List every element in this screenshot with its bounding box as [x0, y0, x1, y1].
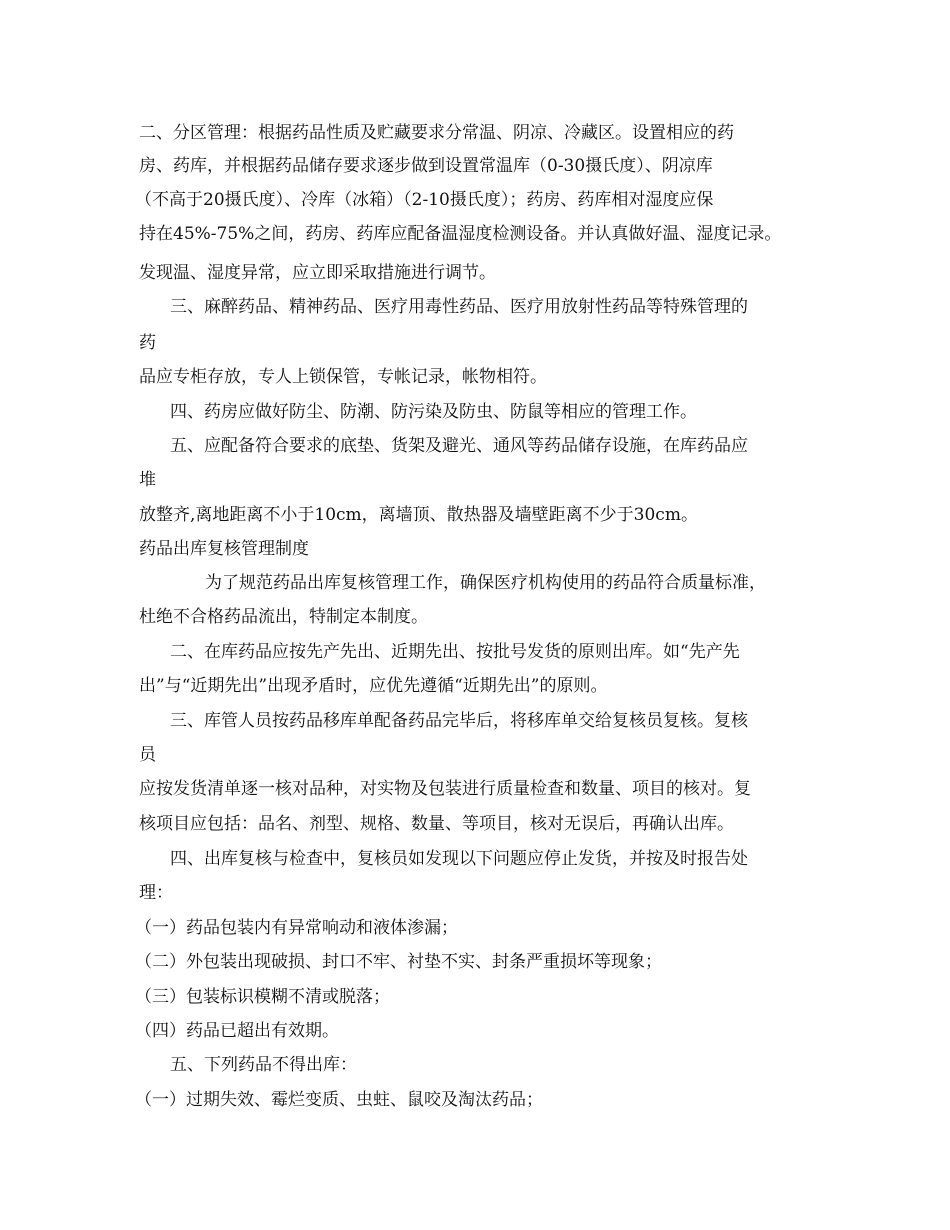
list-item: （四）药品已超出有效期。: [135, 1021, 339, 1041]
section-heading: 药品出库复核管理制度: [139, 539, 309, 559]
paragraph-line: 品应专柜存放，专人上锁保管，专帐记录，帐物相符。: [139, 367, 547, 387]
paragraph-line: 放整齐,离地距离不小于10cm，离墙顶、散热器及墙壁距离不少于30cm。: [139, 505, 698, 525]
paragraph-line: 员: [139, 745, 156, 765]
list-item: （一）药品包装内有异常响动和液体渗漏；: [135, 918, 458, 938]
paragraph-line: 二、分区管理：根据药品性质及贮藏要求分常温、阴凉、冷藏区。设置相应的药: [139, 123, 734, 143]
paragraph-line: 应按发货清单逐一核对品种，对实物及包装进行质量检查和数量、项目的核对。复: [139, 779, 751, 799]
paragraph-line: 二、在库药品应按先产先出、近期先出、按批号发货的原则出库。如“先产先: [170, 642, 740, 662]
paragraph-line: 理：: [139, 883, 173, 903]
paragraph-line: 三、麻醉药品、精神药品、医疗用毒性药品、医疗用放射性药品等特殊管理的: [170, 297, 748, 317]
paragraph-line: 四、出库复核与检查中，复核员如发现以下问题应停止发货，并按及时报告处: [170, 849, 748, 869]
paragraph-line: 五、应配备符合要求的底垫、货架及避光、通风等药品储存设施，在库药品应: [170, 436, 748, 456]
list-item: （二）外包装出现破损、封口不牢、衬垫不实、封条严重损坏等现象；: [135, 952, 662, 972]
paragraph-line: 杜绝不合格药品流出，特制定本制度。: [139, 607, 428, 627]
paragraph-line: 四、药房应做好防尘、防潮、防污染及防虫、防鼠等相应的管理工作。: [170, 402, 697, 422]
paragraph-line: 药: [139, 333, 156, 353]
paragraph-line: 出”与“近期先出”出现矛盾时，应优先遵循“近期先出”的原则。: [139, 676, 608, 696]
paragraph-line: 房、药库，并根据药品储存要求逐步做到设置常温库（0-30摄氏度）、阴凉库: [139, 156, 713, 176]
paragraph-line: 三、库管人员按药品移库单配备药品完毕后，将移库单交给复核员复核。复核: [170, 711, 748, 731]
paragraph-line: 五、下列药品不得出库：: [170, 1055, 357, 1075]
paragraph-line: 持在45%-75%之间，药房、药库应配备温湿度检测设备。并认真做好温、湿度记录。: [139, 224, 782, 244]
paragraph-line: 核项目应包括：品名、剂型、规格、数量、等项目，核对无误后，再确认出库。: [139, 814, 734, 834]
list-item: （三）包装标识模糊不清或脱落；: [135, 987, 390, 1007]
list-item: （一）过期失效、霉烂变质、虫蛀、鼠咬及淘汰药品；: [135, 1090, 543, 1110]
paragraph-line: 发现温、湿度异常，应立即采取措施进行调节。: [139, 263, 496, 283]
paragraph-line: （不高于20摄氏度）、冷库（冰箱）（2-10摄氏度）；药房、药库相对湿度应保: [135, 190, 714, 210]
paragraph-line: 为了规范药品出库复核管理工作，确保医疗机构使用的药品符合质量标准，: [205, 573, 766, 593]
paragraph-line: 堆: [139, 470, 156, 490]
